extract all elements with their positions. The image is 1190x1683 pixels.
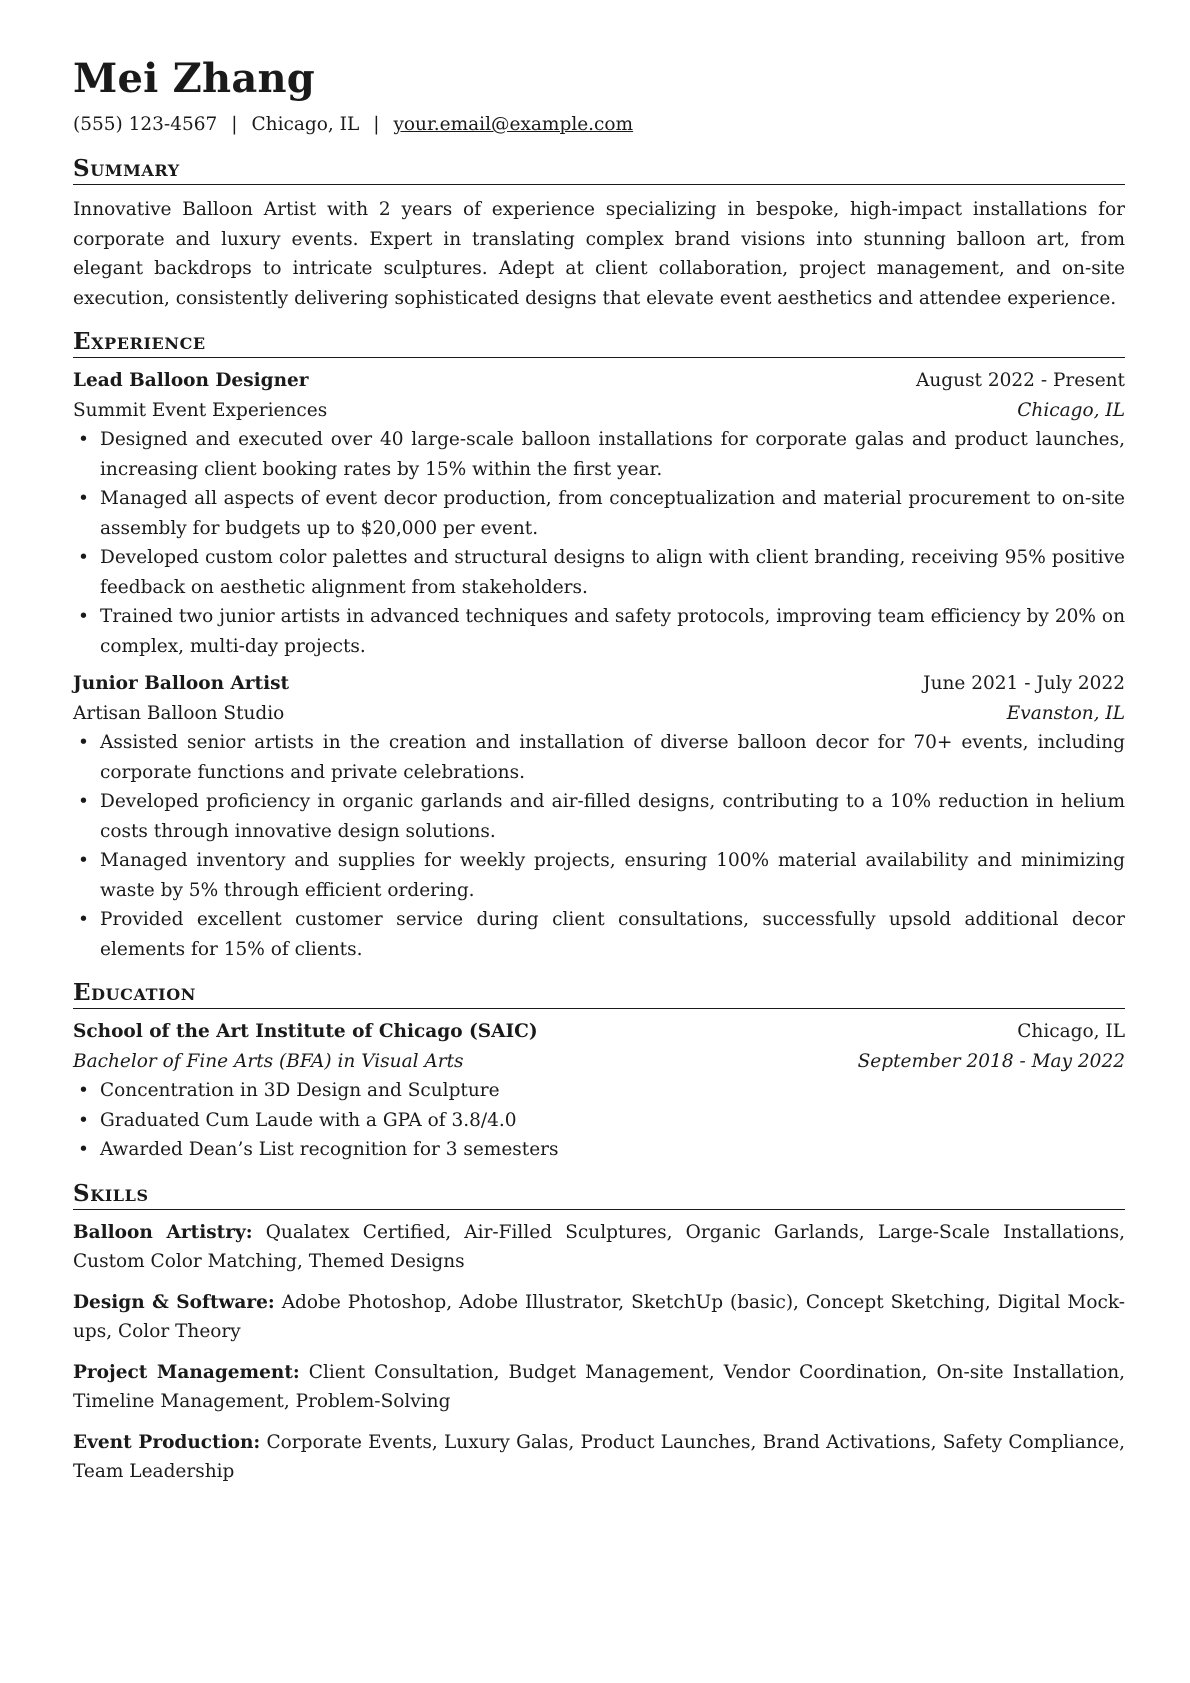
job-location: Chicago, IL — [1017, 399, 1125, 421]
education-section — [73, 980, 1125, 1165]
job-entry — [73, 366, 1125, 661]
skill-group — [73, 1218, 1125, 1277]
school-location: Chicago, IL — [1017, 1021, 1125, 1042]
job-title: Junior Balloon Artist — [73, 673, 290, 694]
phone-number: (555) 123-4567 — [73, 114, 218, 135]
section-heading-summary: Summary — [73, 156, 1125, 185]
summary-section — [73, 156, 1125, 313]
section-heading-skills: Skills — [73, 1181, 1125, 1210]
education-entry — [73, 1017, 1125, 1165]
skill-group-label: Project Management: — [73, 1361, 300, 1383]
skill-group — [73, 1428, 1125, 1487]
skill-group — [73, 1288, 1125, 1347]
job-company: Artisan Balloon Studio — [73, 702, 285, 724]
education-bullets — [73, 1076, 1125, 1165]
job-header-row — [73, 366, 1125, 396]
skill-group-items: Qualatex Certified, Air-Filled Sculptures, Organic Garlands, Large-Scale Installations, Custom Color Matching, Themed Designs — [73, 1221, 1125, 1272]
skill-group-label: Balloon Artistry: — [73, 1221, 253, 1243]
education-degree-row — [73, 1047, 1125, 1077]
job-dates: June 2021 - July 2022 — [923, 673, 1125, 694]
email-link[interactable]: your.email@example.com — [393, 114, 634, 135]
job-company-row — [73, 396, 1125, 426]
skill-group-items: Client Consultation, Budget Management, Vendor Coordination, On-site Installation, Timeline Management, Problem-Solving — [73, 1361, 1125, 1412]
list-item: • Developed custom color palettes and structural designs to align with client branding, receiving 95% positive feedback on aesthetic alignment from stakeholders. — [73, 543, 1125, 602]
candidate-name: Mei Zhang — [73, 55, 315, 102]
section-heading-experience: Experience — [73, 329, 1125, 358]
summary-text: Innovative Balloon Artist with 2 years of experience specializing in bespoke, high-impact installations for corporate and luxury events. Expert in translating complex brand visions into stunning balloon art, from elegant backdrops to intricate sculptures. Adept at client collaboration, project management, and on-site execution, consistently delivering sophisticated designs that elevate event aesthetics and attendee experience. — [73, 199, 1125, 309]
list-item: • Managed all aspects of event decor production, from conceptualization and material procurement to on-site assembly for budgets up to $20,000 per event. — [73, 484, 1125, 543]
job-entry — [73, 669, 1125, 964]
job-bullets — [73, 728, 1125, 964]
list-item: • Trained two junior artists in advanced techniques and safety protocols, improving team efficiency by 20% on complex, multi-day projects. — [73, 602, 1125, 661]
skill-group-items: Corporate Events, Luxury Galas, Product Launches, Brand Activations, Safety Compliance, Team Leadership — [73, 1431, 1125, 1482]
section-heading-education: Education — [73, 980, 1125, 1009]
list-item: • Developed proficiency in organic garlands and air-filled designs, contributing to a 10% reduction in helium costs through innovative design solutions. — [73, 787, 1125, 846]
skill-group-items: Adobe Photoshop, Adobe Illustrator, SketchUp (basic), Concept Sketching, Digital Mock-ups, Color Theory — [73, 1291, 1125, 1342]
contact-line — [73, 112, 1125, 138]
job-company: Summit Event Experiences — [73, 399, 328, 421]
job-location: Evanston, IL — [1006, 702, 1125, 724]
job-company-row — [73, 699, 1125, 729]
location-text: Chicago, IL — [251, 114, 360, 135]
list-item: • Concentration in 3D Design and Sculpture — [73, 1076, 1125, 1106]
skills-list — [73, 1218, 1125, 1487]
job-dates: August 2022 - Present — [916, 370, 1125, 391]
list-item: • Awarded Dean’s List recognition for 3 semesters — [73, 1135, 1125, 1165]
list-item: • Managed inventory and supplies for weekly projects, ensuring 100% material availability and minimizing waste by 5% through efficient ordering. — [73, 846, 1125, 905]
skills-section — [73, 1181, 1125, 1487]
contact-separator: | — [373, 114, 380, 135]
degree-name: Bachelor of Fine Arts (BFA) in Visual Arts — [73, 1050, 464, 1072]
school-name: School of the Art Institute of Chicago (SAIC) — [73, 1021, 538, 1042]
experience-section — [73, 329, 1125, 964]
resume-page — [73, 56, 1125, 1498]
job-bullets — [73, 425, 1125, 661]
skill-group-label: Event Production: — [73, 1431, 261, 1453]
list-item: • Assisted senior artists in the creation and installation of diverse balloon decor for 70+ events, including corporate functions and private celebrations. — [73, 728, 1125, 787]
list-item: • Graduated Cum Laude with a GPA of 3.8/4.0 — [73, 1106, 1125, 1136]
list-item: • Designed and executed over 40 large-scale balloon installations for corporate galas and product launches, increasing client booking rates by 15% within the first year. — [73, 425, 1125, 484]
job-title: Lead Balloon Designer — [73, 370, 309, 391]
contact-separator: | — [231, 114, 238, 135]
education-header-row — [73, 1017, 1125, 1047]
job-header-row — [73, 669, 1125, 699]
education-dates: September 2018 - May 2022 — [857, 1050, 1125, 1072]
skill-group — [73, 1358, 1125, 1417]
list-item: • Provided excellent customer service during client consultations, successfully upsold additional decor elements for 15% of clients. — [73, 905, 1125, 964]
skill-group-label: Design & Software: — [73, 1291, 275, 1313]
